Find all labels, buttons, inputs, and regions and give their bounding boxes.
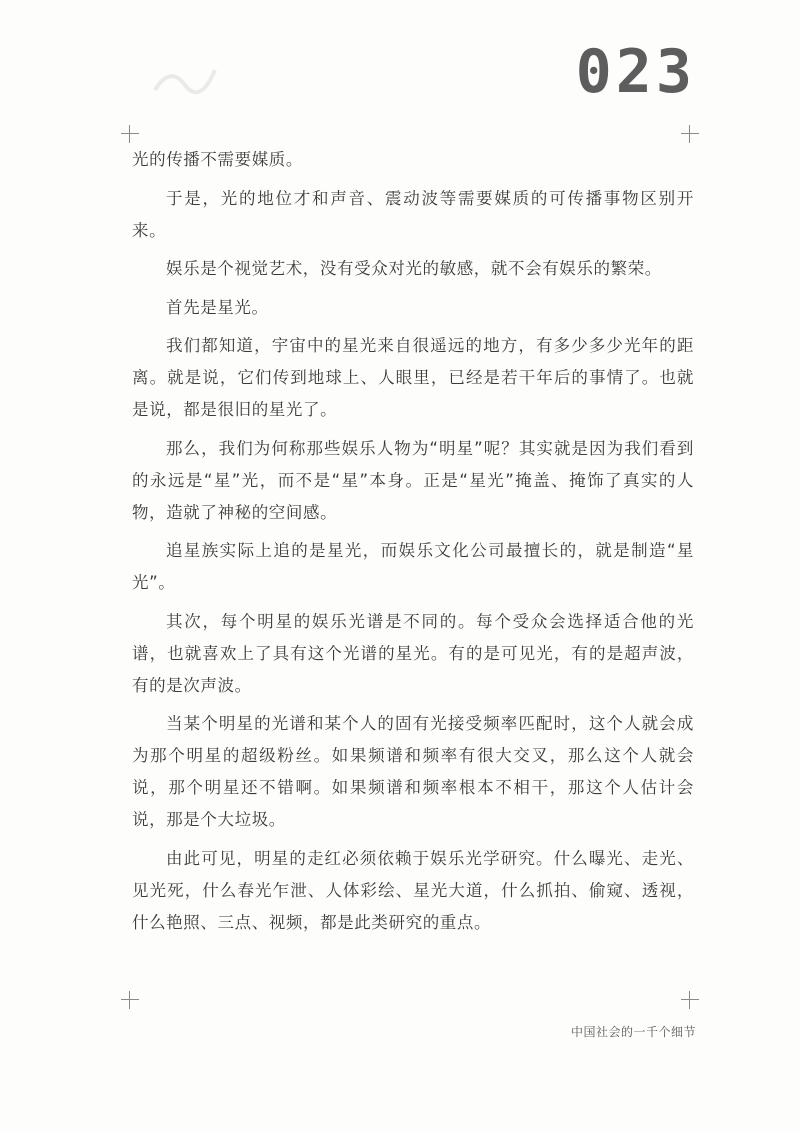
paragraph: 那么，我们为何称那些娱乐人物为“明星”呢？其实就是因为我们看到的永远是“星”光，而不是“星”本身。正是“星光”掩盖、掩饰了真实的人物，造就了神秘的空间感。 [132, 438, 694, 522]
page-number: 023 [575, 37, 696, 107]
paragraph: 首先是星光。 [166, 297, 269, 317]
crop-mark-top-right [681, 125, 699, 143]
paragraph: 我们都知道，宇宙中的星光来自很遥远的地方，有多少多少光年的距离。就是说，它们传到地球上、人眼里，已经是若干年后的事情了。也就是说，都是很旧的星光了。 [132, 336, 694, 419]
paragraph: 于是，光的地位才和声音、震动波等需要媒质的可传播事物区别开来。 [132, 188, 694, 240]
crop-mark-bottom-left [121, 991, 139, 1009]
paragraph: 由此可见，明星的走红必须依赖于娱乐光学研究。什么曝光、走光、见光死，什么春光乍泄、人体彩绘、星光大道，什么抓拍、偷窥、透视，什么艳照、三点、视频，都是此类研究的重点。 [132, 848, 694, 932]
running-footer: 中国社会的一千个细节 [570, 1025, 696, 1039]
paragraph: 光的传播不需要媒质。 [132, 150, 303, 169]
paragraph: 娱乐是个视觉艺术，没有受众对光的敏感，就不会有娱乐的繁荣。 [166, 259, 662, 278]
crop-mark-bottom-right [681, 991, 699, 1009]
body-text [132, 144, 694, 945]
faint-watermark-mark [150, 60, 220, 100]
paragraph: 其次，每个明星的娱乐光谱是不同的。每个受众会选择适合他的光谱，也就喜欢上了具有这个光谱的星光。有的是可见光，有的是超声波，有的是次声波。 [132, 611, 694, 695]
paragraph: 追星族实际上追的是星光，而娱乐文化公司最擅长的，就是制造“星光”。 [132, 541, 694, 592]
paragraph: 当某个明星的光谱和某个人的固有光接受频率匹配时，这个人就会成为那个明星的超级粉丝。如果频谱和频率有很大交叉，那么这个人就会说，那个明星还不错啊。如果频谱和频率根本不相干，那这个人估计会说，那是个大垃圾。 [132, 714, 694, 829]
crop-mark-top-left [121, 125, 139, 143]
